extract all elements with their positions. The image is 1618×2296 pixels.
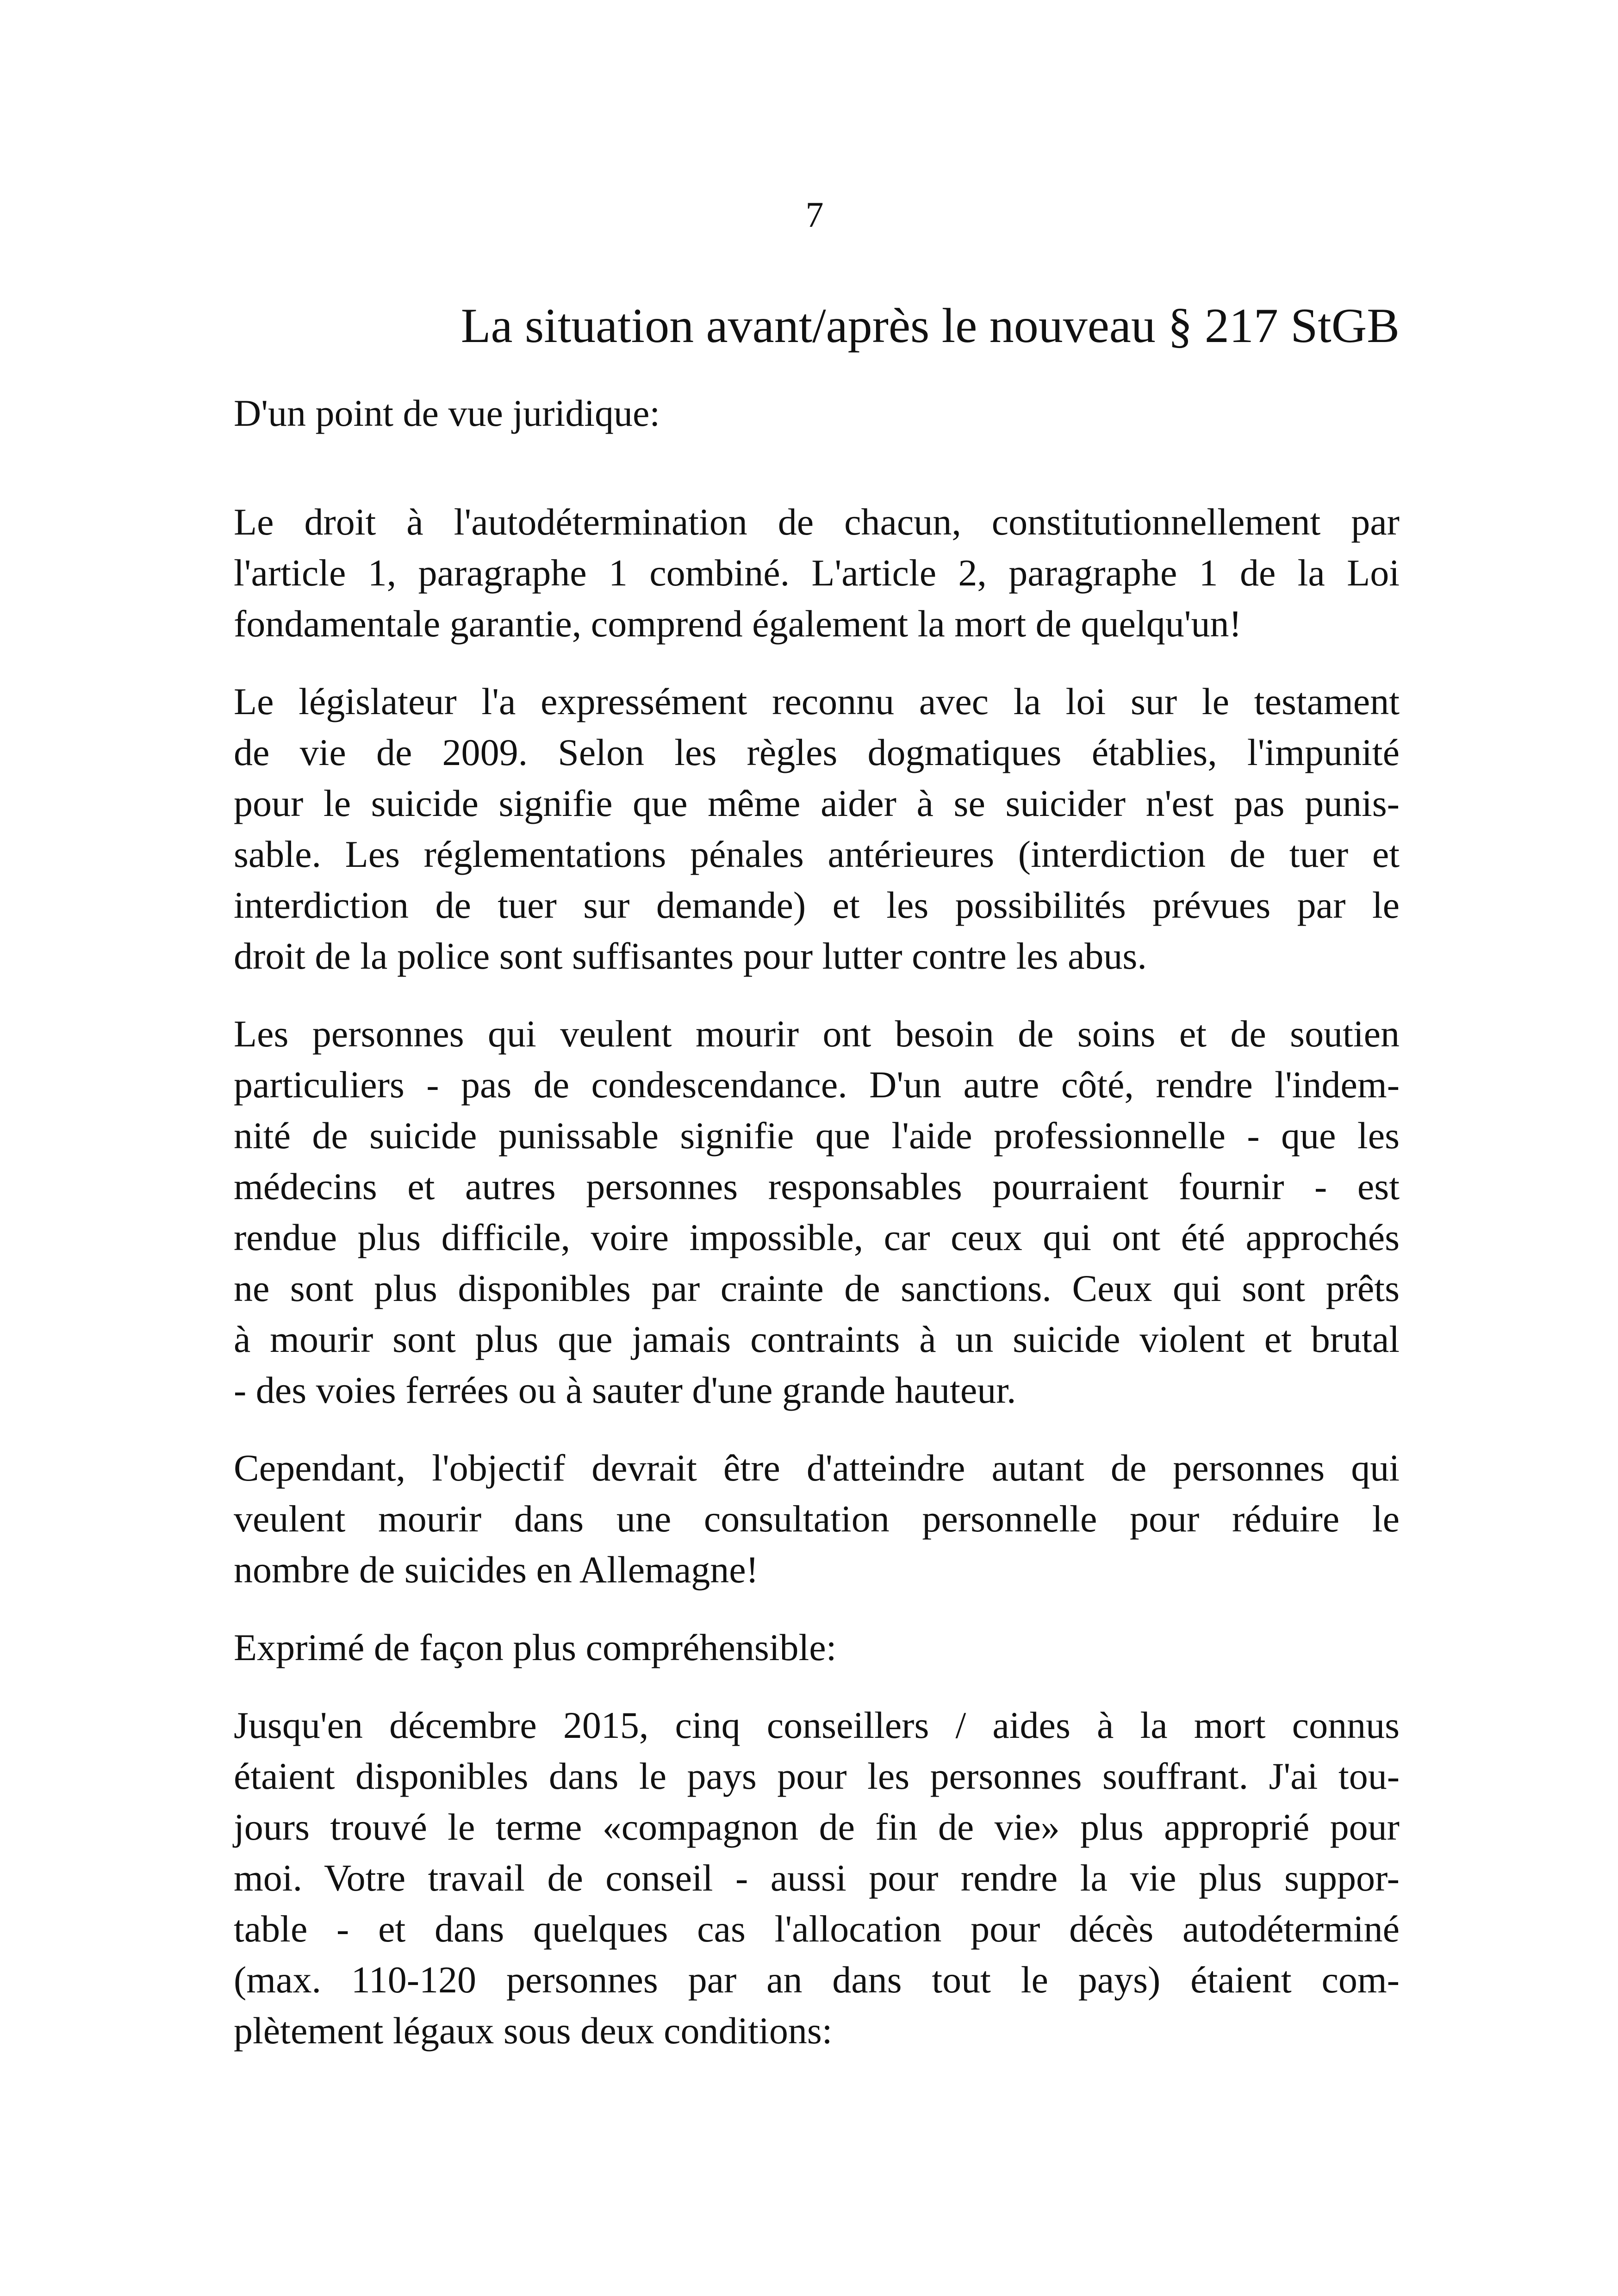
text-line: nité de suicide punissable signifie que l'aide professionnelle - que les — [234, 1114, 1400, 1157]
text-line: nombre de suicides en Allemagne! — [234, 1549, 759, 1591]
text-line: jours trouvé le terme «compagnon de fin de vie» plus approprié pour — [234, 1806, 1400, 1848]
paragraph — [234, 1443, 1400, 1595]
text-line: veulent mourir dans une consultation personnelle pour réduire le — [234, 1498, 1400, 1540]
text-line: étaient disponibles dans le pays pour les personnes souffrant. J'ai tou- — [234, 1755, 1400, 1797]
text-line: particuliers - pas de condescendance. D'un autre côté, rendre l'indem- — [234, 1064, 1400, 1106]
paragraph — [234, 1622, 1400, 1673]
paragraph — [234, 1008, 1400, 1416]
text-line: ne sont plus disponibles par crainte de sanctions. Ceux qui sont prêts — [234, 1267, 1400, 1309]
text-line: droit de la police sont suffisantes pour lutter contre les abus. — [234, 935, 1147, 977]
text-line: interdiction de tuer sur demande) et les possibilités prévues par le — [234, 884, 1400, 926]
text-line: sable. Les réglementations pénales antérieures (interdiction de tuer et — [234, 833, 1400, 875]
text-line: table - et dans quelques cas l'allocation pour décès autodéterminé — [234, 1908, 1400, 1950]
text-line: de vie de 2009. Selon les règles dogmatiques établies, l'impunité — [234, 731, 1400, 773]
page-number: 7 — [805, 194, 824, 235]
text-line: Le droit à l'autodétermination de chacun, constitutionnellement par — [234, 501, 1400, 543]
text-line: D'un point de vue juridique: — [234, 392, 660, 434]
paragraph — [234, 676, 1400, 982]
text-line: Cependant, l'objectif devrait être d'atteindre autant de personnes qui — [234, 1447, 1400, 1489]
paragraph — [234, 388, 1400, 439]
paragraph — [234, 1700, 1400, 2056]
text-line: - des voies ferrées ou à sauter d'une grande hauteur. — [234, 1369, 1016, 1411]
text-line: Exprimé de façon plus compréhensible: — [234, 1626, 837, 1668]
text-line: (max. 110-120 personnes par an dans tout le pays) étaient com- — [234, 1959, 1400, 2001]
text-line: Le législateur l'a expressément reconnu avec la loi sur le testament — [234, 680, 1400, 722]
text-line: à mourir sont plus que jamais contraints à un suicide violent et brutal — [234, 1318, 1400, 1360]
text-line: plètement légaux sous deux conditions: — [234, 2010, 833, 2052]
text-line: moi. Votre travail de conseil - aussi pour rendre la vie plus suppor- — [234, 1857, 1400, 1899]
text-line: Les personnes qui veulent mourir ont besoin de soins et de soutien — [234, 1013, 1400, 1055]
text-line: rendue plus difficile, voire impossible, car ceux qui ont été approchés — [234, 1216, 1400, 1258]
section-title: La situation avant/après le nouveau § 217 StGB — [461, 299, 1400, 353]
text-line: médecins et autres personnes responsables pourraient fournir - est — [234, 1165, 1400, 1207]
text-line: fondamentale garantie, comprend également la mort de quelqu'un! — [234, 603, 1242, 645]
text-line: Jusqu'en décembre 2015, cinq conseillers / aides à la mort connus — [234, 1704, 1400, 1746]
text-line: pour le suicide signifie que même aider à se suicider n'est pas punis- — [234, 782, 1400, 824]
body-text — [234, 388, 1400, 2083]
paragraph — [234, 497, 1400, 649]
text-line: l'article 1, paragraphe 1 combiné. L'article 2, paragraphe 1 de la Loi — [234, 552, 1400, 594]
